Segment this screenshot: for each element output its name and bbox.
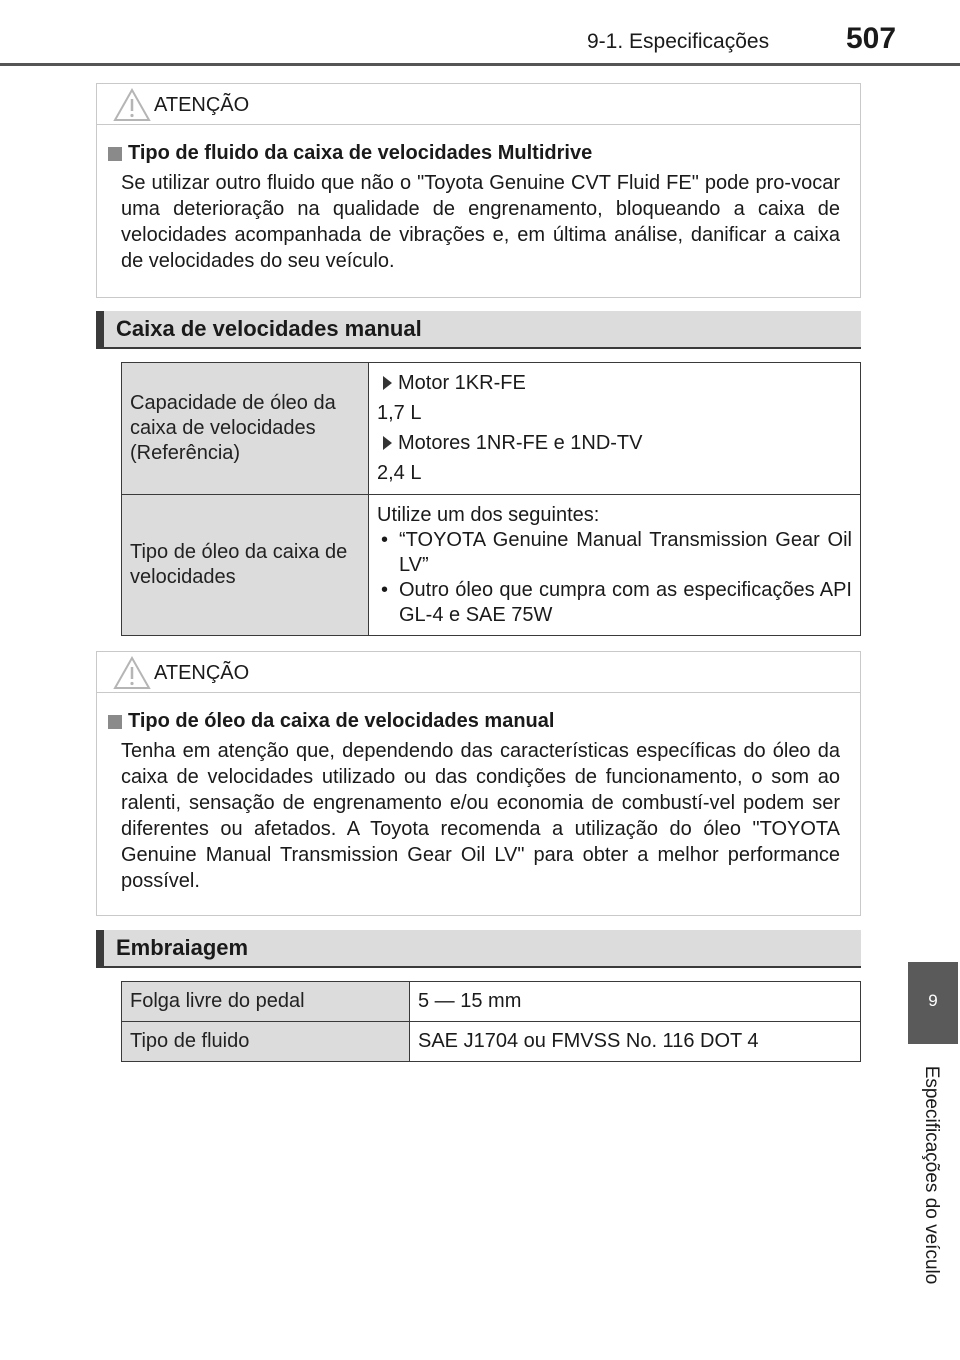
clutch-spec-table (121, 981, 861, 1062)
bullet-dot-icon: • (381, 528, 389, 551)
table-row (122, 363, 861, 495)
caution-body (97, 125, 860, 294)
section-heading-text: Caixa de velocidades manual (116, 316, 422, 341)
list-item (377, 578, 852, 628)
caution-header (97, 652, 860, 693)
caution-box-manual-oil (96, 651, 861, 916)
section-title: 9-1. Especificações (587, 30, 770, 53)
caution-subtitle-text: Tipo de fluido da caixa de velocidades Multidrive (128, 142, 593, 164)
table-value-cell: SAE J1704 ou FMVSS No. 116 DOT 4 (410, 1022, 861, 1062)
engine-line (377, 369, 852, 397)
caution-text: Tenha em atenção que, dependendo das características específicas do óleo da caixa de velocidades utilizado ou das condições de funcionamento, o som ao ralenti, sensação de engrenamento e/ou economia de combustí-vel podem ser diferentes ou afetados. A Toyota recomenda a utilização do óleo "TOYOTA Genuine Manual Transmission Gear Oil LV" para obter a melhor performance possível. (121, 740, 840, 892)
capacity-value: 1,7 L (377, 401, 422, 424)
header-rule (0, 63, 960, 66)
warning-triangle-icon (113, 88, 151, 122)
list-item (377, 528, 852, 578)
caution-body (97, 693, 860, 914)
engine-name: Motor 1KR-FE (398, 371, 526, 394)
caution-label: ATENÇÃO (154, 94, 250, 116)
table-value-cell: 5 — 15 mm (410, 982, 861, 1022)
section-heading-manual-gearbox (96, 311, 861, 349)
section-heading-text: Embraiagem (116, 935, 249, 960)
table-label-cell: Tipo de fluido (122, 1022, 410, 1062)
list-item-text: Outro óleo que cumpra com as especificações API GL-4 e SAE 75W (399, 578, 852, 626)
engine-name: Motores 1NR-FE e 1ND-TV (398, 431, 643, 454)
table-value-cell (369, 363, 861, 495)
caution-label: ATENÇÃO (154, 662, 250, 684)
table-value-cell (369, 495, 861, 636)
section-heading-clutch (96, 930, 861, 968)
capacity-value: 2,4 L (377, 461, 422, 484)
chapter-side-label (906, 1050, 956, 1300)
table-label-cell: Capacidade de óleo da caixa de velocidades (Referência) (122, 363, 369, 495)
page-header (0, 0, 960, 68)
bullet-dot-icon: • (381, 578, 389, 601)
warning-triangle-icon (113, 656, 151, 690)
page-number: 507 (846, 22, 897, 55)
table-label-cell: Tipo de óleo da caixa de velocidades (122, 495, 369, 636)
oil-intro: Utilize um dos seguintes: (377, 503, 600, 526)
list-item-text: “TOYOTA Genuine Manual Transmission Gear Oil LV” (399, 528, 852, 576)
chapter-tab: 9 (908, 962, 958, 1044)
engine-line (377, 429, 852, 457)
square-bullet-icon (108, 147, 122, 161)
square-bullet-icon (108, 715, 122, 729)
caution-box-multidrive (96, 83, 861, 298)
caution-text: Se utilizar outro fluido que não o "Toyota Genuine CVT Fluid FE" pode pro-vocar uma deterioração na qualidade de engrenamento, bloqueando a caixa de velocidades acompanhada de vibrações e, em última análise, danificar a caixa de velocidades do seu veículo. (121, 172, 840, 272)
manual-gearbox-spec-table (121, 362, 861, 636)
table-row (122, 1022, 861, 1062)
arrow-right-icon (383, 436, 392, 450)
arrow-right-icon (383, 376, 392, 390)
caution-subtitle-text: Tipo de óleo da caixa de velocidades manual (128, 710, 555, 732)
caution-subtitle (108, 142, 840, 165)
table-row (122, 495, 861, 636)
chapter-side-label-text: Especificações do veículo (921, 1065, 942, 1285)
table-row (122, 982, 861, 1022)
caution-subtitle (108, 710, 840, 733)
table-label-cell: Folga livre do pedal (122, 982, 410, 1022)
caution-header (97, 84, 860, 125)
